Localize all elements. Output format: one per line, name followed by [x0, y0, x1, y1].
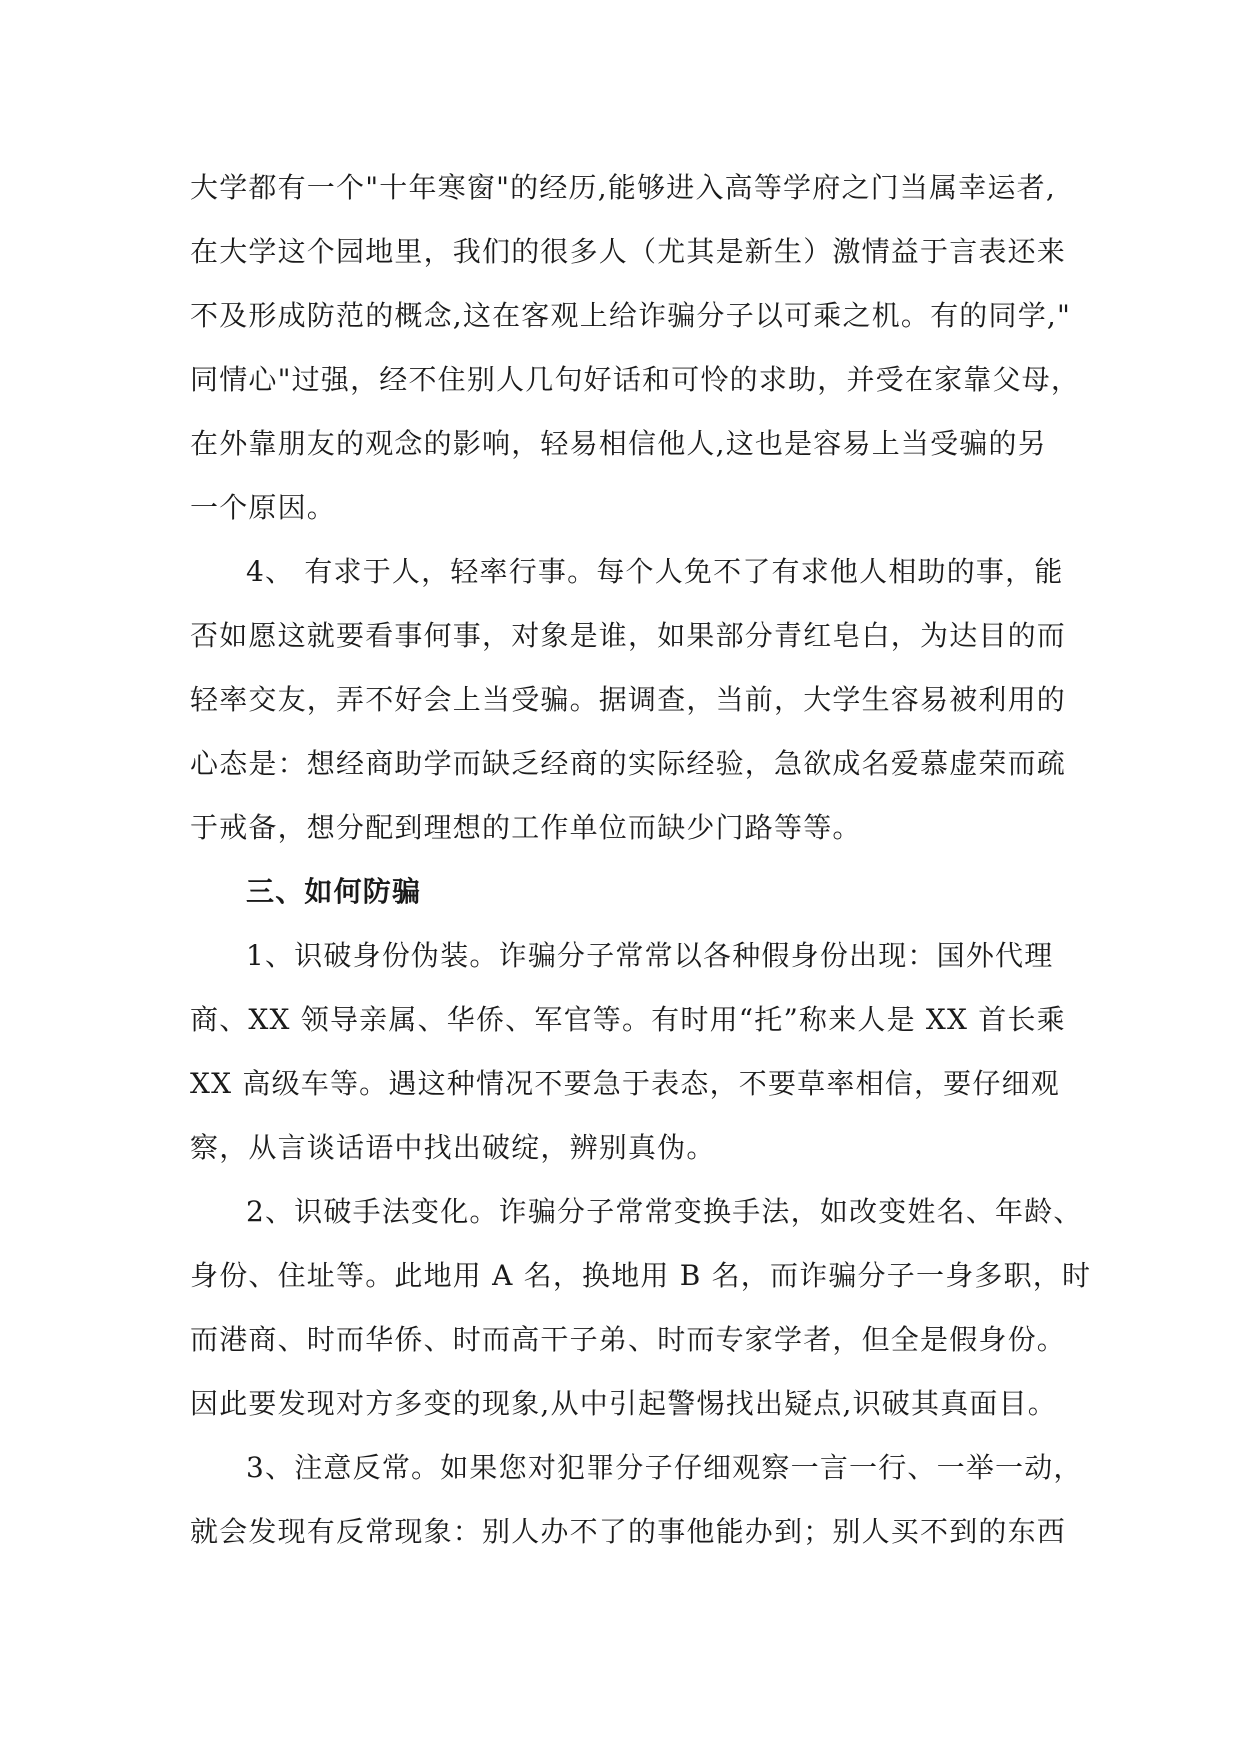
paragraph-line: 3、注意反常。如果您对犯罪分子仔细观察一言一行、一举一动， [246, 1451, 1083, 1484]
paragraph-line: 而港商、时而华侨、时而高干子弟、时而专家学者，但全是假身份。 [190, 1323, 1067, 1356]
paragraph-line: 在大学这个园地里，我们的很多人（尤其是新生）激情益于言表还来 [190, 235, 1067, 268]
paragraph-line: 1、识破身份伪装。诈骗分子常常以各种假身份出现：国外代理 [246, 939, 1054, 972]
paragraph-line: 轻率交友，弄不好会上当受骗。据调查，当前，大学生容易被利用的 [190, 683, 1067, 716]
paragraph-line: 就会发现有反常现象：别人办不了的事他能办到；别人买不到的东西 [190, 1515, 1067, 1548]
paragraph-line: 心态是：想经商助学而缺乏经商的实际经验，急欲成名爱慕虚荣而疏 [190, 747, 1067, 780]
paragraph-line: 察，从言谈话语中找出破绽，辨别真伪。 [190, 1131, 716, 1164]
document-body [190, 156, 1092, 1564]
section-heading: 三、如何防骗 [246, 875, 422, 908]
paragraph-line: 在外靠朋友的观念的影响，轻易相信他人,这也是容易上当受骗的另 [190, 427, 1047, 460]
paragraph-line: 商、XX 领导亲属、华侨、军官等。有时用“托”称来人是 XX 首长乘 [190, 1003, 1066, 1036]
paragraph-line: 同情心"过强，经不住别人几句好话和可怜的求助，并受在家靠父母， [190, 363, 1081, 396]
paragraph-line: 否如愿这就要看事何事，对象是谁，如果部分青红皂白，为达目的而 [190, 619, 1067, 652]
paragraph-line: XX 高级车等。遇这种情况不要急于表态，不要草率相信，要仔细观 [190, 1067, 1060, 1100]
paragraph-line: 不及形成防范的概念,这在客观上给诈骗分子以可乘之机。有的同学," [190, 299, 1072, 332]
paragraph-line: 2、识破手法变化。诈骗分子常常变换手法，如改变姓名、年龄、 [246, 1195, 1083, 1228]
paragraph-line: 因此要发现对方多变的现象,从中引起警惕找出疑点,识破其真面目。 [190, 1387, 1058, 1420]
paragraph-line: 大学都有一个"十年寒窗"的经历,能够进入高等学府之门当属幸运者, [190, 171, 1056, 204]
paragraph-line: 于戒备，想分配到理想的工作单位而缺少门路等等。 [190, 811, 862, 844]
paragraph-line: 身份、住址等。此地用 A 名，换地用 B 名，而诈骗分子一身多职，时 [190, 1259, 1092, 1292]
paragraph-line: 4、 有求于人，轻率行事。每个人免不了有求他人相助的事，能 [246, 555, 1064, 588]
paragraph-line: 一个原因。 [190, 491, 337, 524]
